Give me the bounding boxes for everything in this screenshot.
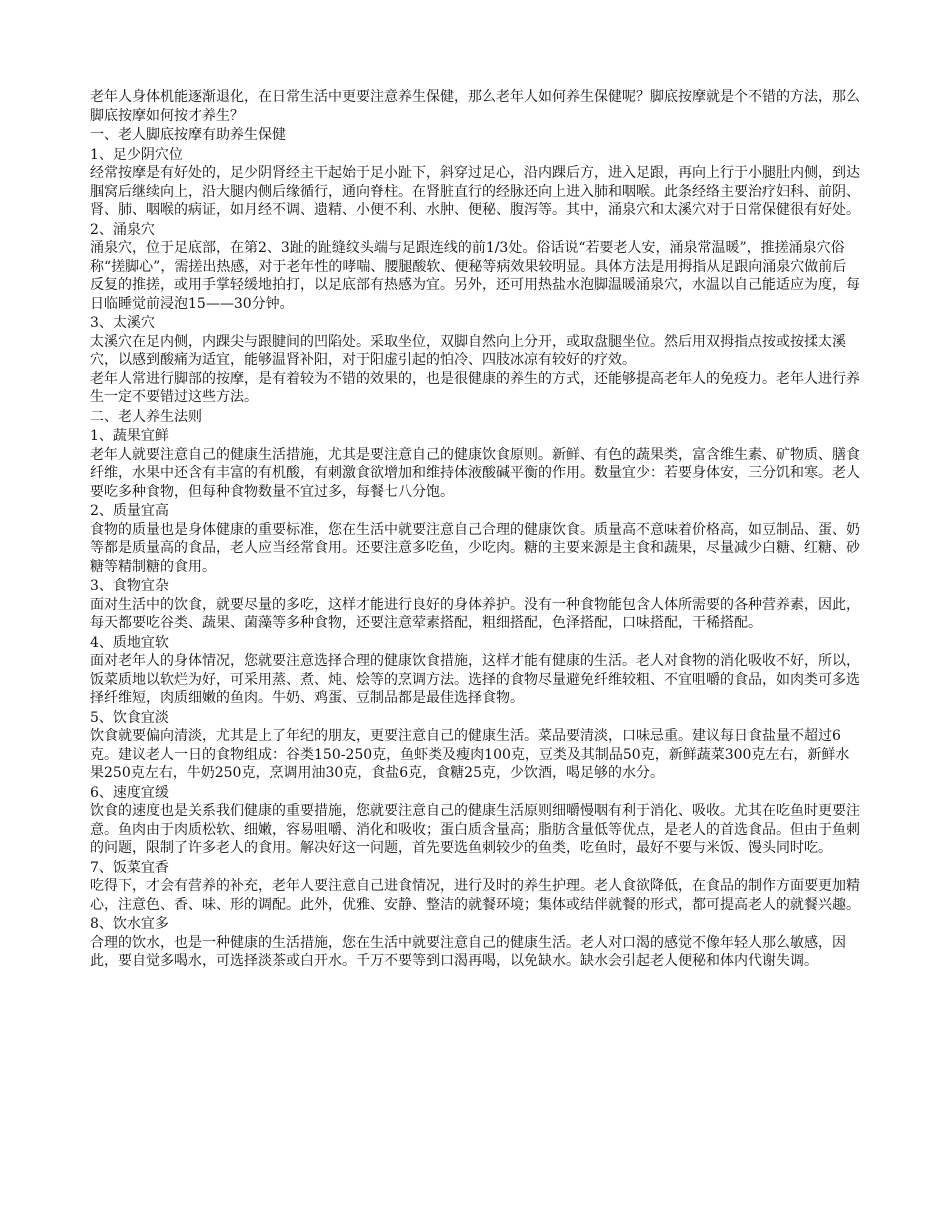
s2-paragraph-1: 老年人就要注意自己的健康生活措施，尤其是要注意自己的健康饮食原则。新鲜、有色的蔬果类，富含维生素、矿物质、膳食纤维，水果中还含有丰富的有机酸，有刺激食欲增加和维持体液酸碱平衡的作用。数量宜少：若要身体安，三分饥和寒。老人要吃多种食物，但每种食物数量不宜过多，每餐七八分饱。 — [90, 446, 860, 500]
s2-paragraph-4: 面对老年人的身体情况，您就要注意选择合理的健康饮食措施，这样才能有健康的生活。老人对食物的消化吸收不好，所以，饭菜质地以软烂为好，可采用蒸、煮、炖、烩等的烹调方法。选择的食物尽量避免纤维较粗、不宜咀嚼的食品，如肉类可多选择纤维短，肉质细嫩的鱼肉。牛奶、鸡蛋、豆制品都是最佳选择食物。 — [90, 653, 860, 706]
s2-heading-8: 8、饮水宜多 — [90, 916, 169, 932]
s1-heading-2: 2、涌泉穴 — [90, 221, 155, 238]
intro-paragraph: 老年人身体机能逐渐退化，在日常生活中更要注意养生保健，那么老年人如何养生保健呢？脚底按摩就是个不错的方法，那么脚底按摩如何按才养生？ — [90, 89, 860, 124]
s1-paragraph-3: 太溪穴在足内侧，内踝尖与跟腱间的凹陷处。采取坐位，双脚自然向上分开，或取盘腿坐位。然后用双拇指点按或按揉太溪穴，以感到酸痛为适宜，能够温肾补阳，对于阳虚引起的怕冷、四肢冰凉有较好的疗效。 — [90, 333, 846, 368]
s2-paragraph-7: 吃得下，才会有营养的补充，老年人要注意自己进食情况，进行及时的养生护理。老人食欲降低，在食品的制作方面要更加精心，注意色、香、味、形的调配。此外，优雅、安静、整洁的就餐环境；集体或结伴就餐的形式，都可提高老人的就餐兴趣。 — [90, 878, 860, 913]
s2-paragraph-5: 饮食就要偏向清淡，尤其是上了年纪的朋友，更要注意自己的健康生活。菜品要清淡，口味忌重。建议每日食盐量不超过6克。建议老人一日的食物组成：谷类150-250克，鱼虾类及瘦肉100克，豆类及其制品50克，新鲜蔬菜300克左右，新鲜水果250克左右，牛奶250克，烹调用油30克，食盐6克，食糖25克，少饮酒，喝足够的水分。 — [90, 728, 850, 781]
s2-paragraph-2: 食物的质量也是身体健康的重要标准，您在生活中就要注意自己合理的健康饮食。质量高不意味着价格高，如豆制品、蛋、奶等都是质量高的食品，老人应当经常食用。还要注意多吃鱼，少吃肉。糖的主要来源是主食和蔬果，尽量减少白糖、红糖、砂糖等精制糖的食用。 — [90, 521, 860, 575]
s1-heading-1: 1、足少阴穴位 — [90, 146, 183, 163]
s2-heading-3: 3、食物宜杂 — [90, 578, 169, 594]
section-2-title: 二、老人养生法则 — [90, 408, 202, 425]
s2-paragraph-3: 面对生活中的饮食，就要尽量的多吃，这样才能进行良好的身体养护。没有一种食物能包含人体所需要的各种营养素，因此，每天都要吃谷类、蔬果、菌藻等多种食物，还要注意荤素搭配，粗细搭配，色泽搭配，口味搭配，干稀搭配。 — [90, 596, 860, 631]
s1-paragraph-4: 老年人常进行脚部的按摩，是有着较为不错的效果的，也是很健康的养生的方式，还能够提高老年人的免疫力。老年人进行养生一定不要错过这些方法。 — [90, 370, 860, 405]
s2-heading-4: 4、质地宜软 — [90, 634, 169, 651]
document-body — [90, 88, 860, 971]
s1-paragraph-2: 涌泉穴，位于足底部，在第2、3趾的趾缝纹头端与足跟连线的前1/3处。俗话说“若要老人安，涌泉常温暖”，推搓涌泉穴俗称“搓脚心”，需搓出热感，对于老年性的哮喘、腰腿酸软、便秘等病效果较明显。具体方法是用拇指从足跟向涌泉穴做前后反复的推搓，或用手掌轻缓地拍打，以足底部有热感为宜。另外，还可用热盐水泡脚温暖涌泉穴，水温以自己能适应为度，每日临睡觉前浸泡15——30分钟。 — [90, 240, 860, 312]
s2-heading-5: 5、饮食宜淡 — [90, 709, 169, 726]
s2-heading-7: 7、饭菜宜香 — [90, 859, 169, 876]
s1-heading-3: 3、太溪穴 — [90, 315, 155, 331]
s2-paragraph-6: 饮食的速度也是关系我们健康的重要措施，您就要注意自己的健康生活原则细嚼慢咽有利于消化、吸收。尤其在吃鱼时更要注意。鱼肉由于肉质松软、细嫩，容易咀嚼、消化和吸收；蛋白质含量高；脂肪含量低等优点，是老人的首选食品。但由于鱼刺的问题，限制了许多老人的食用。解决好这一问题，首先要选鱼刺较少的鱼类，吃鱼时，最好不要与米饭、馒头同时吃。 — [90, 803, 860, 856]
s2-paragraph-8: 合理的饮水，也是一种健康的生活措施，您在生活中就要注意自己的健康生活。老人对口渴的感觉不像年轻人那么敏感，因此，要自觉多喝水，可选择淡茶或白开水。千万不要等到口渴再喝，以免缺水。缺水会引起老人便秘和体内代谢失调。 — [90, 934, 846, 969]
s1-paragraph-1: 经常按摩是有好处的，足少阴肾经主干起始于足小趾下，斜穿过足心，沿内踝后方，进入足跟，再向上行于小腿肚内侧，到达腘窝后继续向上，沿大腿内侧后缘循行，通向脊柱。在肾脏直行的经脉还向上进入肺和咽喉。此条经络主要治疗妇科、前阴、肾、肺、咽喉的病证，如月经不调、遗精、小便不利、水肿、便秘、腹泻等。其中，涌泉穴和太溪穴对于日常保健很有好处。 — [90, 165, 860, 218]
s2-heading-2: 2、质量宜高 — [90, 503, 169, 519]
s2-heading-6: 6、速度宜缓 — [90, 784, 169, 801]
section-1-title: 一、老人脚底按摩有助养生保健 — [90, 127, 286, 143]
s2-heading-1: 1、蔬果宜鲜 — [90, 428, 169, 444]
